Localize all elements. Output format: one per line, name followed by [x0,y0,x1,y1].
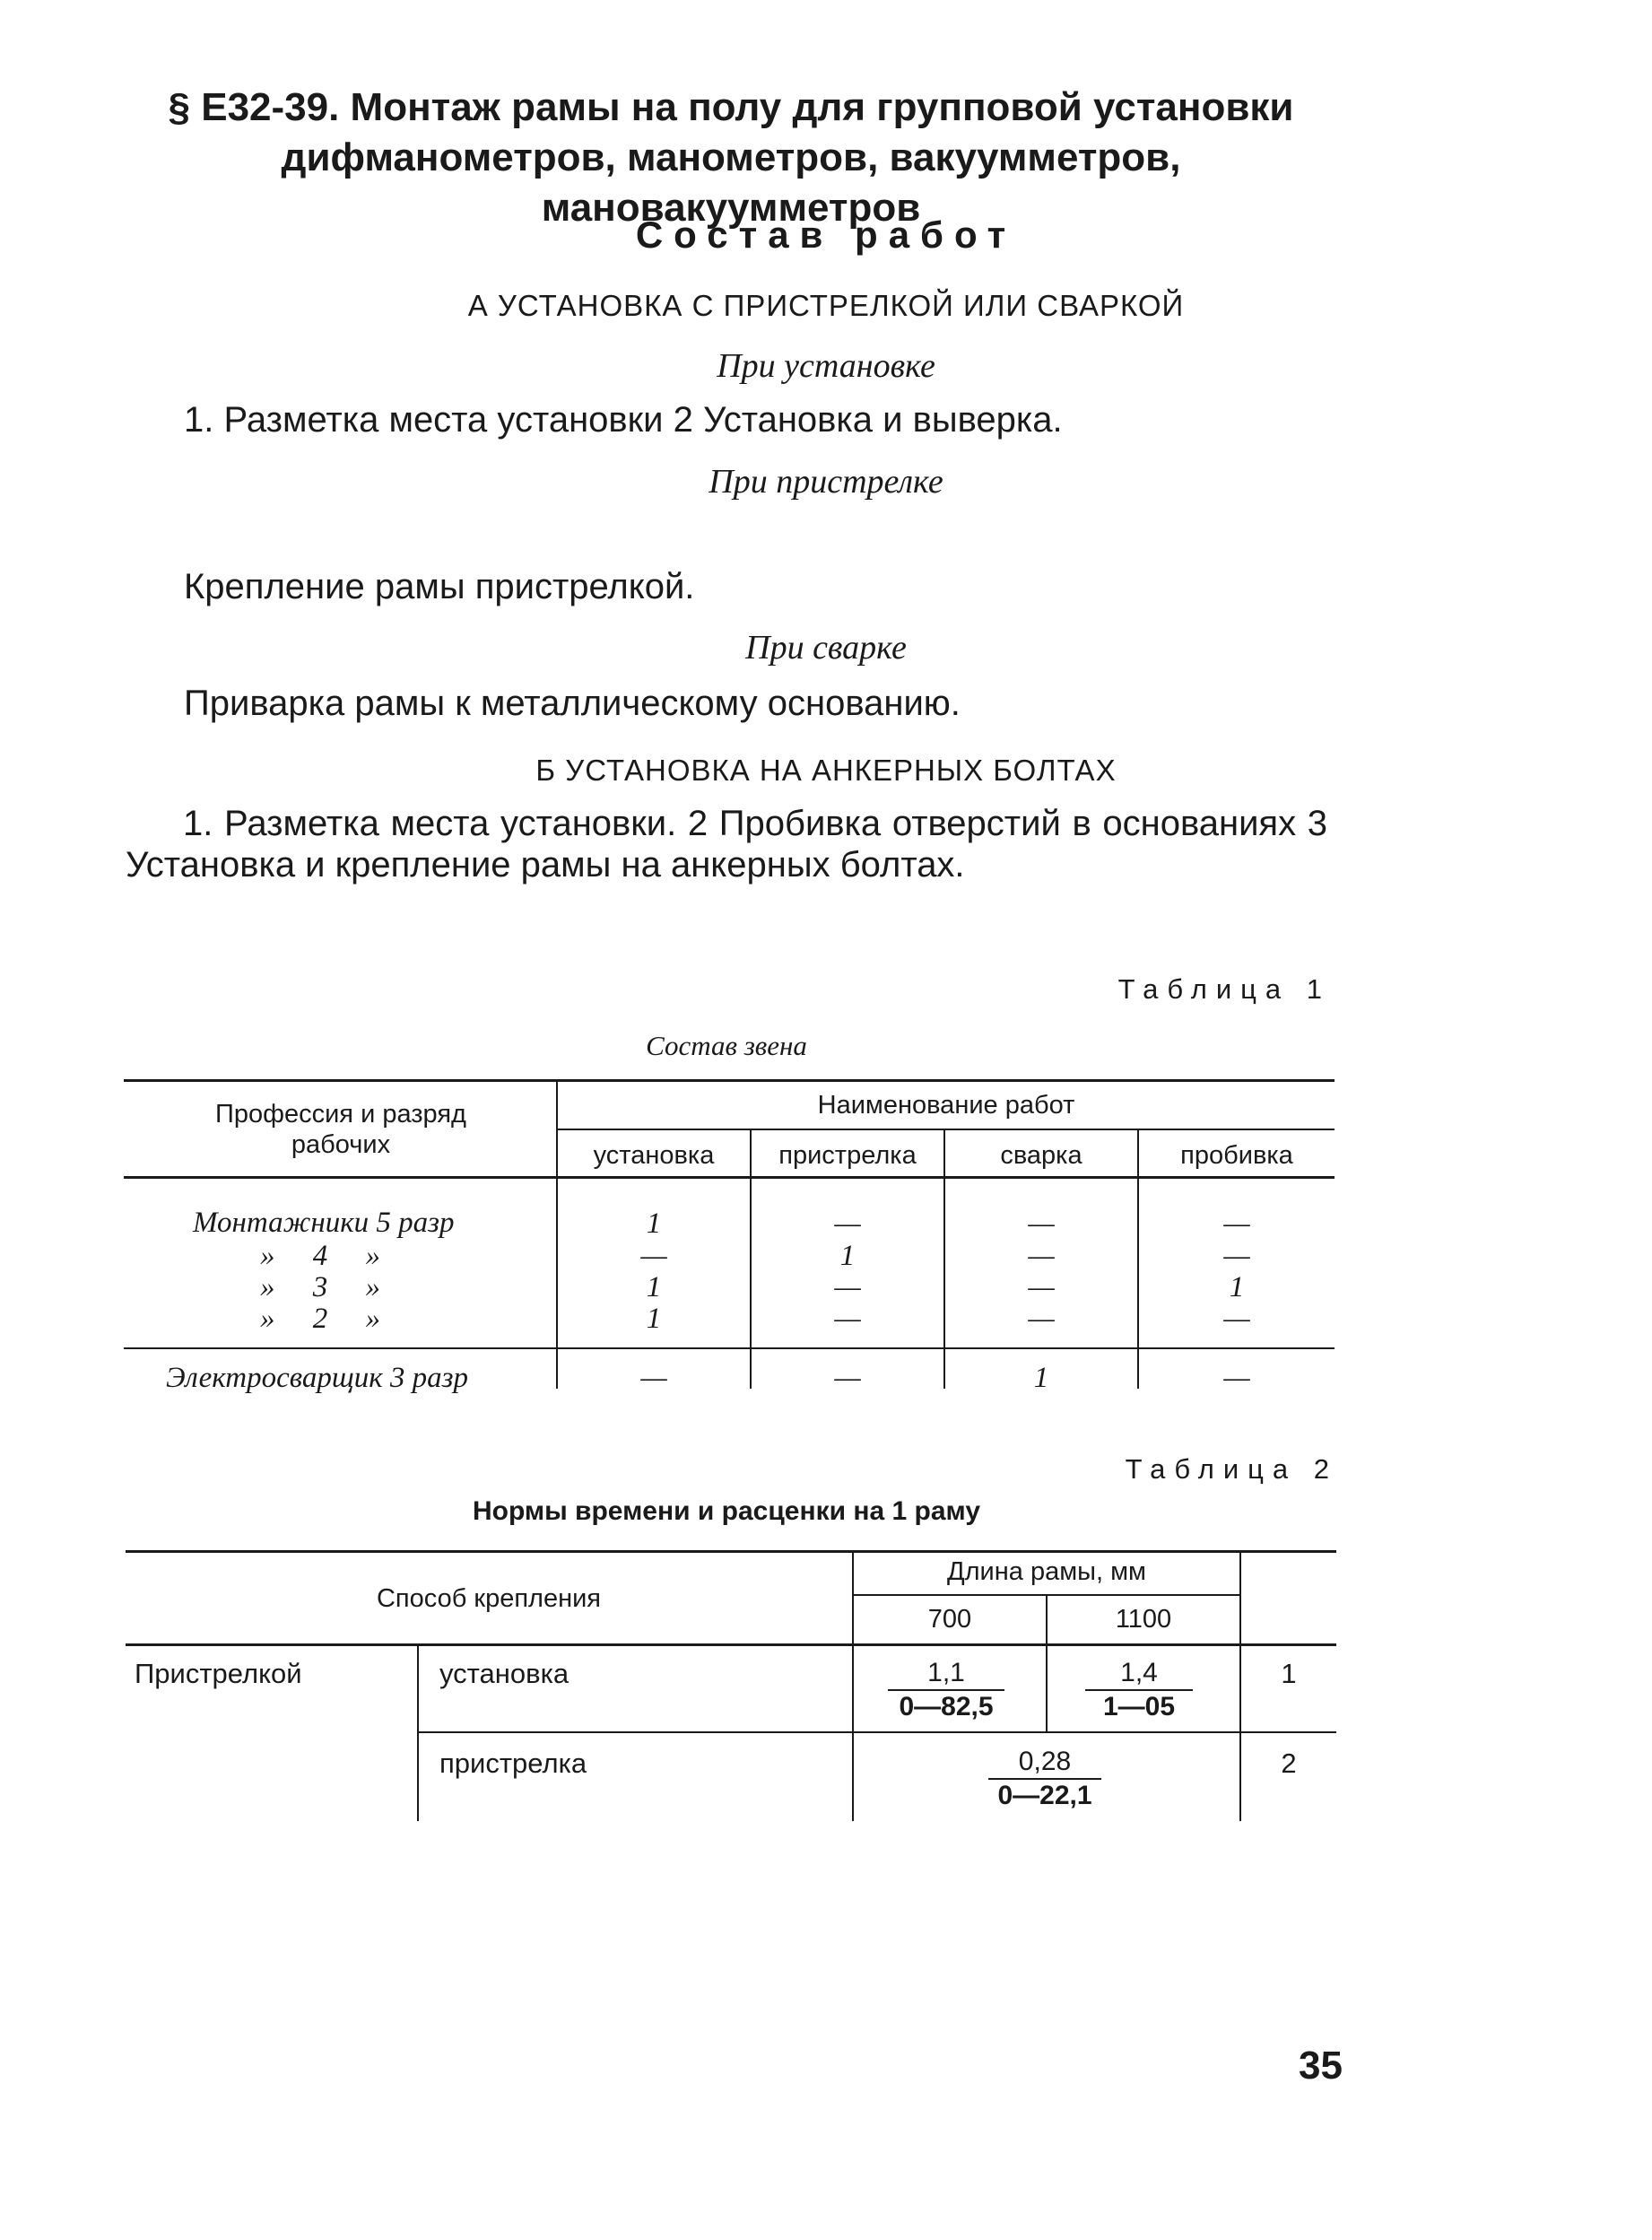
table2-frac-bar [988,1778,1101,1780]
table1-row-name: » 2 » [260,1303,380,1335]
page-number: 35 [1299,2044,1343,2087]
table2-top-rule [126,1550,1336,1553]
install-heading: При установке [717,347,935,385]
table2-head-length: Длина рамы, мм [947,1557,1146,1586]
table1-caption: Состав звена [646,1030,807,1061]
table1-cell: 1 [646,1271,662,1303]
table2-col-700: 700 [927,1605,972,1634]
table2-group-name: Пристрелкой [135,1658,302,1689]
table1-cell: 1 [839,1240,856,1272]
table1-cell: — [1223,1362,1250,1394]
table2-col-1100: 1100 [1115,1605,1172,1634]
table1-col-install: установка [593,1141,715,1170]
install-text: 1. Разметка места установки 2 Установка и выверка. [184,400,1063,440]
table2-label: Таблица 2 [1125,1453,1338,1485]
table2-row-index: 2 [1281,1748,1297,1779]
table1-cell: — [1028,1303,1055,1335]
table1-row-name: Монтажники 5 разр [193,1207,455,1239]
table2-operation: установка [439,1658,570,1689]
table2-vline-group [417,1646,419,1821]
table1-cell: — [1028,1271,1055,1303]
table1-welder-name: Электросварщик 3 разр [166,1362,469,1394]
table1-col-punch: пробивка [1180,1141,1293,1170]
table2-row-index: 1 [1281,1658,1297,1689]
table2-operation: пристрелка [439,1748,587,1779]
table1-cell: — [1223,1240,1250,1272]
table1-cell: — [834,1271,861,1303]
table1-cell: 1 [1229,1271,1245,1303]
table1-cell: — [640,1240,667,1272]
shoot-heading: При пристрелке [709,463,943,501]
table1-mid-rule [124,1347,1335,1349]
table2-frac-den: 1—05 [1102,1692,1176,1721]
section-title-line2: дифманометров, манометров, вакуумметров, мановакуумметров [281,135,1181,230]
table1-cell: — [1028,1207,1055,1240]
subsection-b-title: Б УСТАНОВКА НА АНКЕРНЫХ БОЛТАХ [535,754,1117,787]
section-heading: Состав работ [635,214,1017,256]
table1-head-profession-line2: рабочих [291,1130,391,1159]
table1-cell: — [1223,1303,1250,1335]
shoot-text: Крепление рамы пристрелкой. [184,567,695,606]
table1-col-shoot: пристрелка [778,1141,917,1170]
table2-row-rule [417,1731,1336,1733]
table1-cell: — [1223,1207,1250,1240]
table1-head-rule [124,1176,1335,1179]
table2-frac-bar [1085,1689,1193,1691]
table2-frac-num: 1,4 [1120,1658,1158,1687]
table2-head-rule [126,1643,1336,1646]
table1-cell: 1 [646,1303,662,1335]
table1-cell: 1 [1033,1362,1049,1394]
table1-cell: — [640,1362,667,1394]
table1-head-works: Наименование работ [817,1091,1075,1120]
table2-vline-method [852,1552,854,1821]
table2-frac-bar [888,1689,1004,1691]
table2-frac-den: 0—22,1 [997,1781,1092,1810]
table2-head-method: Способ крепления [376,1584,601,1613]
table1-row-name: » 3 » [260,1271,380,1303]
table1-label: Таблица 1 [1117,973,1331,1005]
weld-text: Приварка рамы к металлическому основанию. [184,684,961,723]
table1-col-weld: сварка [1000,1141,1082,1170]
table1-works-rule [556,1129,1335,1130]
table2-frac-num: 1,1 [927,1658,965,1687]
table1-cell: — [834,1362,861,1394]
table1-cell: 1 [646,1207,662,1240]
table1-cell: — [834,1303,861,1335]
table1-row-name: » 4 » [260,1240,380,1272]
subsection-b-text: 1. Разметка места установки. 2 Пробивка отверстий в основаниях 3 Установка и крепление рамы на анкерных болтах. [126,804,1327,885]
subsection-a-title: А УСТАНОВКА С ПРИСТРЕЛКОЙ ИЛИ СВАРКОЙ [467,289,1185,322]
table1-cell: — [834,1207,861,1240]
table1-head-profession-line1: Профессия и разряд [215,1100,466,1129]
table1-cell: — [1028,1240,1055,1272]
weld-heading: При сварке [745,629,907,667]
table2-caption: Нормы времени и расценки на 1 раму [472,1496,981,1526]
section-title-line1: § Е32-39. Монтаж рамы на полу для групповой установки [168,85,1294,129]
table1-top-rule [124,1079,1335,1082]
section-title [135,83,1327,233]
table2-frac-num: 0,28 [1018,1747,1072,1776]
table2-frac-den: 0—82,5 [899,1692,994,1721]
table1-head-profession [135,1099,547,1160]
